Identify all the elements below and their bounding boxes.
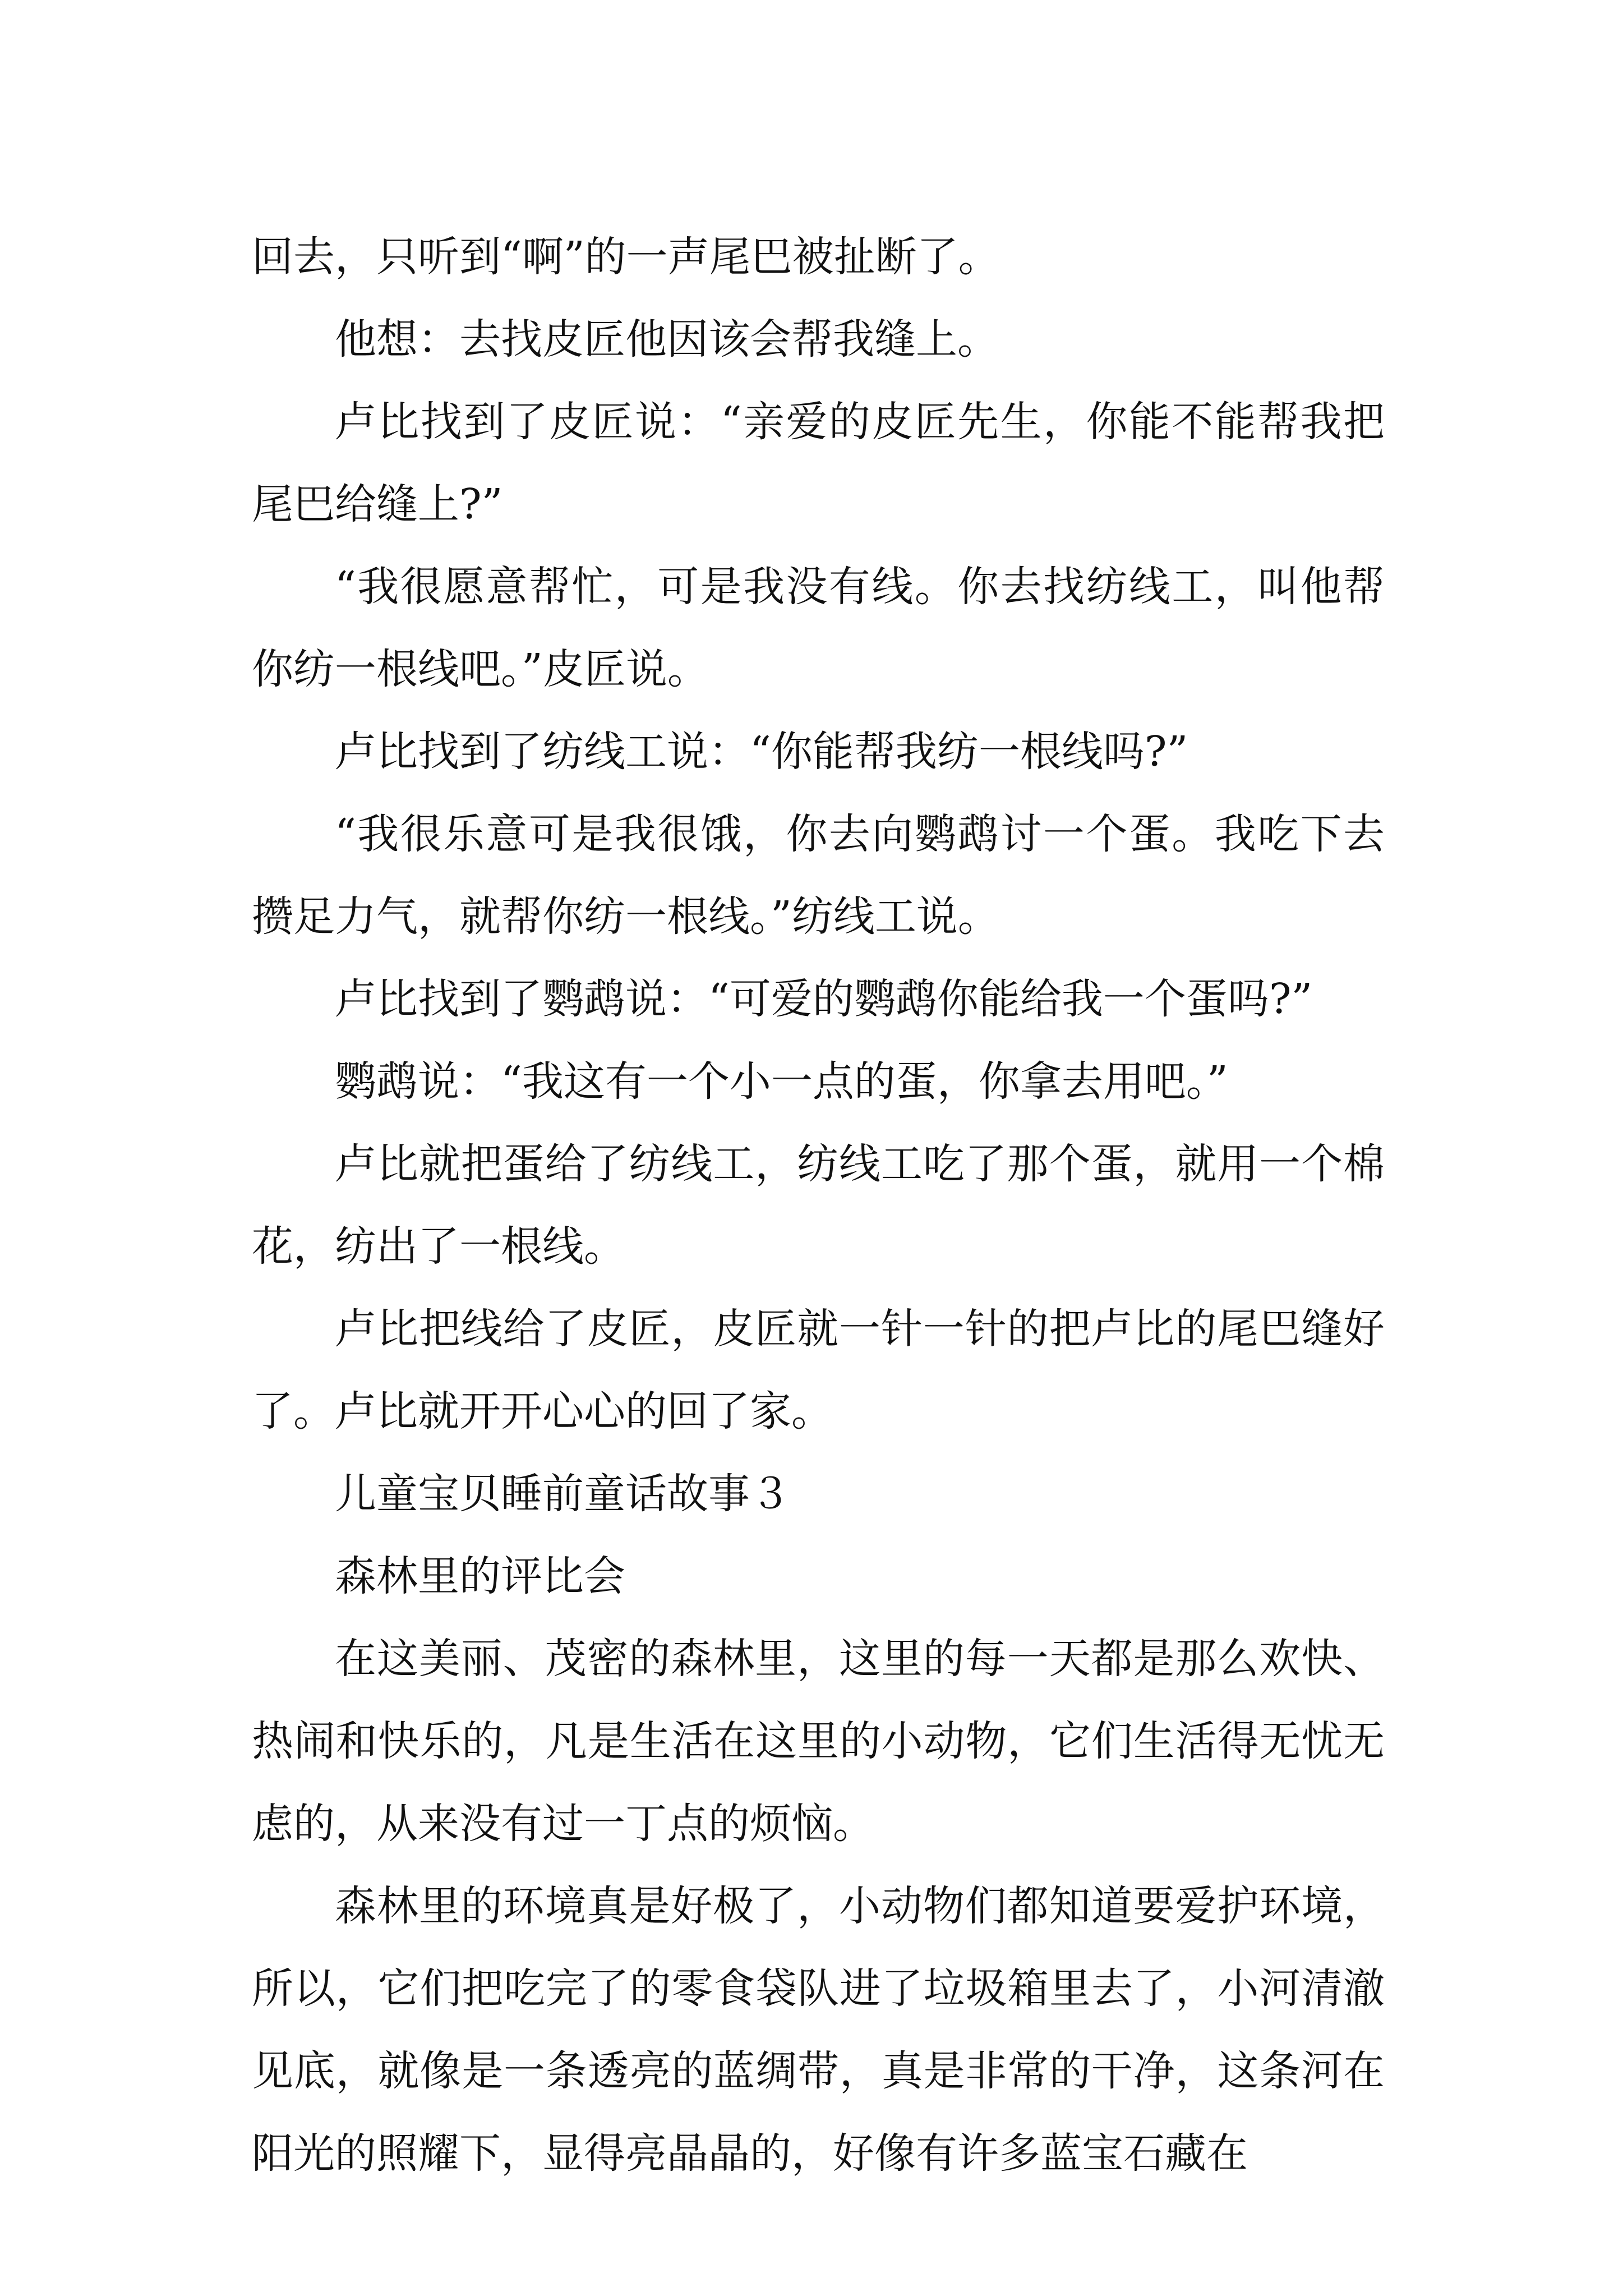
paragraph: 他想：去找皮匠他因该会帮我缝上。 — [335, 315, 999, 364]
paragraph: 卢比就把蛋给了纺线工，纺线工吃了那个蛋，就用一个棉花，纺出了一根线。 — [252, 1140, 1385, 1271]
paragraph: “我很愿意帮忙，可是我没有线。你去找纺线工，叫他帮你纺一根线吧。”皮匠说。 — [252, 563, 1385, 693]
document-body — [252, 216, 1385, 2195]
story-title: 森林里的评比会 — [335, 1552, 625, 1600]
section-heading: 儿童宝贝睡前童话故事３ — [335, 1470, 791, 1518]
paragraph: 回去，只听到“啊”的一声尾巴被扯断了。 — [252, 233, 1000, 281]
paragraph: “我很乐意可是我很饿，你去向鹦鹉讨一个蛋。我吃下去攒足力气，就帮你纺一根线。”纺线工说。 — [252, 810, 1385, 941]
paragraph: 卢比找到了鹦鹉说：“可爱的鹦鹉你能给我一个蛋吗?” — [335, 975, 1313, 1023]
paragraph: 卢比把线给了皮匠，皮匠就一针一针的把卢比的尾巴缝好了。卢比就开开心心的回了家。 — [252, 1305, 1385, 1435]
paragraph: 卢比找到了纺线工说：“你能帮我纺一根线吗?” — [335, 728, 1188, 776]
paragraph: 在这美丽、茂密的森林里，这里的每一天都是那么欢快、热闹和快乐的，凡是生活在这里的小动物，它们生活得无忧无虑的，从来没有过一丁点的烦恼。 — [252, 1635, 1385, 1848]
paragraph: 森林里的环境真是好极了，小动物们都知道要爱护环境，所以，它们把吃完了的零食袋队进了垃圾箱里去了，小河清澈见底，就像是一条透亮的蓝绸带，真是非常的干净，这条河在阳光的照耀下，显得亮晶晶的，好像有许多蓝宝石藏在 — [252, 1882, 1385, 2178]
paragraph: 鹦鹉说：“我这有一个小一点的蛋，你拿去用吧。” — [335, 1057, 1228, 1106]
paragraph: 卢比找到了皮匠说：“亲爱的皮匠先生，你能不能帮我把尾巴给缝上?” — [252, 398, 1385, 528]
